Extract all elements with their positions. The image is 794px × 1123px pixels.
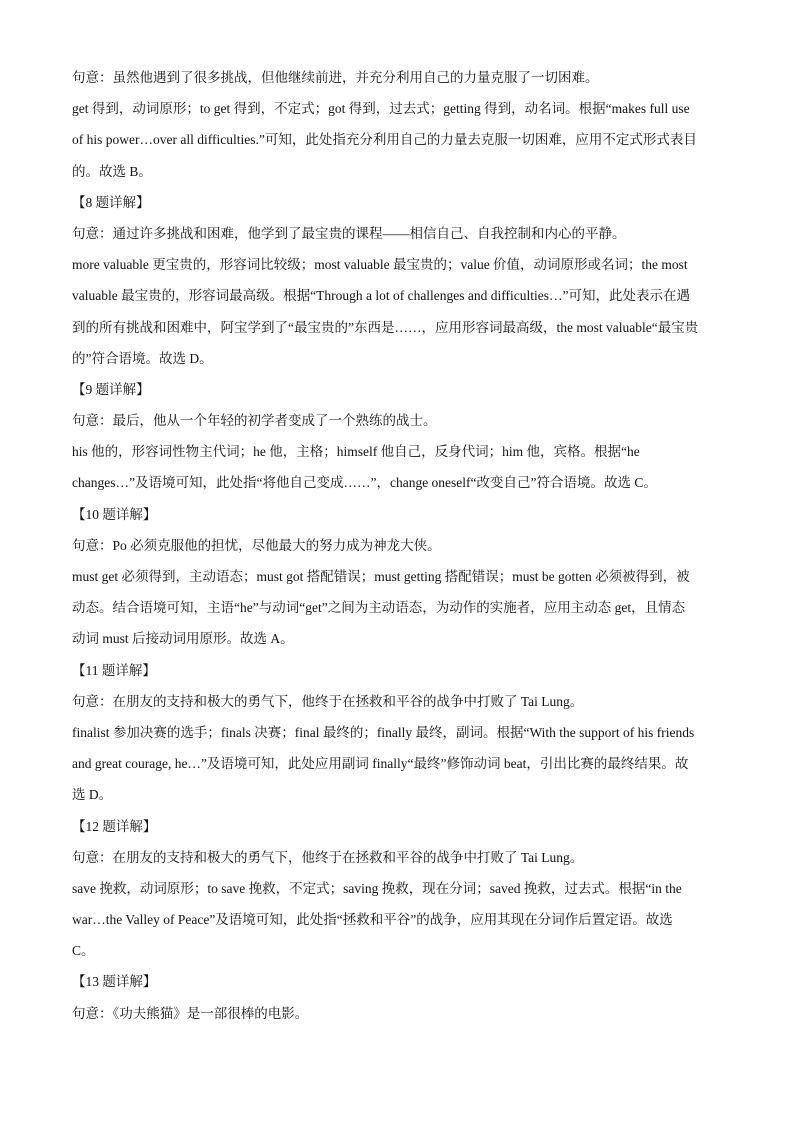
text-line: 句意：在朋友的支持和极大的勇气下，他终于在拯救和平谷的战争中打败了 Tai Lung。 (72, 693, 584, 709)
text-line: more valuable 更宝贵的，形容词比较级；most valuable 最宝贵的；value 价值，动词原形或名词；the most (72, 257, 688, 273)
text-line: of his power…over all difficulties.”可知，此处指充分利用自己的力量去克服一切困难，应用不定式形式表目 (72, 132, 697, 148)
text-line: 句意：Po 必须克服他的担忧，尽他最大的努力成为神龙大侠。 (72, 537, 441, 553)
text-line: finalist 参加决赛的选手；finals 决赛；final 最终的；finally 最终，副词。根据“With the support of his friends (72, 724, 695, 740)
text-line: 到的所有挑战和困难中，阿宝学到了“最宝贵的”东西是……，应用形容词最高级，the most valuable“最宝贵 (72, 319, 699, 335)
text-line: 选 D。 (72, 787, 113, 803)
text-line: 动词 must 后接动词用原形。故选 A。 (72, 631, 294, 647)
text-line: 句意：《功夫熊猫》是一部很棒的电影。 (72, 1005, 309, 1021)
text-line: get 得到，动词原形；to get 得到，不定式；got 得到，过去式；getting 得到，动名词。根据“makes full use (72, 101, 690, 117)
section-heading: 【13 题详解】 (72, 974, 157, 990)
text-line: save 挽救，动词原形；to save 挽救，不定式；saving 挽救，现在分词；saved 挽救，过去式。根据“in the (72, 880, 682, 896)
section-heading: 【10 题详解】 (72, 506, 157, 522)
text-line: changes…”及语境可知，此处指“将他自己变成……”，change oneself“改变自己”符合语境。故选 C。 (72, 475, 657, 491)
section-heading: 【12 题详解】 (72, 818, 157, 834)
text-line: 的”符合语境。故选 D。 (72, 350, 213, 366)
text-line: 句意：最后，他从一个年轻的初学者变成了一个熟练的战士。 (72, 413, 437, 429)
section-heading: 【8 题详解】 (72, 194, 150, 210)
section-heading: 【11 题详解】 (72, 662, 156, 678)
text-line: his 他的，形容词性物主代词；he 他，主格；himself 他自己，反身代词；him 他，宾格。根据“he (72, 444, 640, 460)
text-line: 动态。结合语境可知，主语“he”与动词“get”之间为主动语态，为动作的实施者，应用主动态 get，且情态 (72, 600, 686, 616)
text-line: war…the Valley of Peace”及语境可知，此处指“拯救和平谷”的战争，应用其现在分词作后置定语。故选 (72, 912, 673, 928)
text-line: 句意：通过许多挑战和困难，他学到了最宝贵的课程——相信自己、自我控制和内心的平静。 (72, 225, 626, 241)
text-line: 句意：在朋友的支持和极大的勇气下，他终于在拯救和平谷的战争中打败了 Tai Lung。 (72, 849, 584, 865)
text-line: valuable 最宝贵的，形容词最高级。根据“Through a lot of challenges and difficulties…”可知，此处表示在遇 (72, 288, 691, 304)
text-line: 句意：虽然他遇到了很多挑战，但他继续前进，并充分利用自己的力量克服了一切困难。 (72, 70, 599, 85)
text-line: 的。故选 B。 (72, 163, 152, 179)
text-line: must get 必须得到，主动语态；must got 搭配错误；must getting 搭配错误；must be gotten 必须被得到，被 (72, 569, 690, 584)
text-line: and great courage, he…”及语境可知，此处应用副词 finally“最终”修饰动词 beat，引出比赛的最终结果。故 (72, 756, 689, 772)
document-page (72, 62, 722, 1029)
text-line: C。 (72, 943, 95, 959)
section-heading: 【9 题详解】 (72, 381, 150, 397)
